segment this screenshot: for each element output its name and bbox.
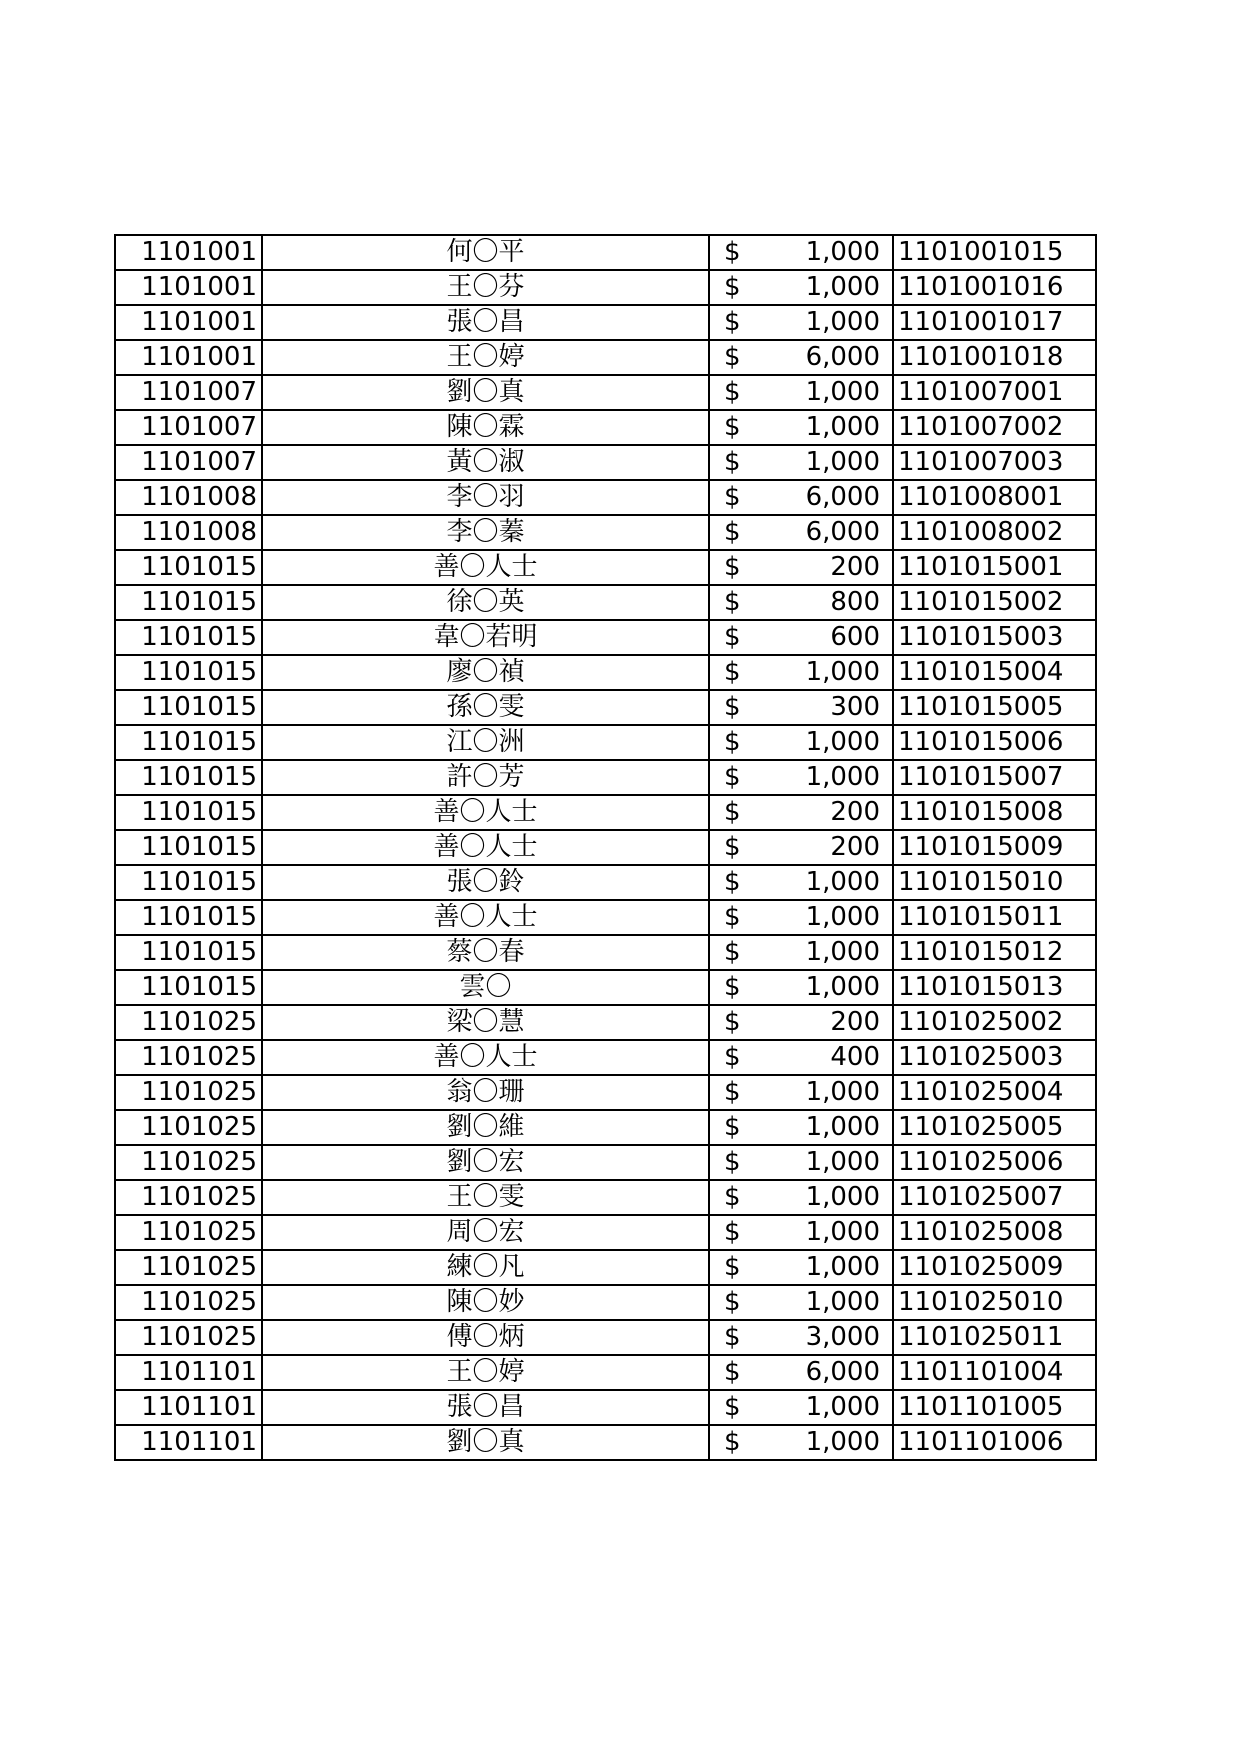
currency-cell: $ xyxy=(709,830,750,865)
amount-cell: 600 xyxy=(750,620,893,655)
date-cell: 1101015 xyxy=(115,865,262,900)
receipt-number-cell: 1101025006 xyxy=(893,1145,1096,1180)
table-row xyxy=(115,235,1096,270)
receipt-number-cell: 1101025002 xyxy=(893,1005,1096,1040)
amount-cell: 1,000 xyxy=(750,1180,893,1215)
date-cell: 1101101 xyxy=(115,1390,262,1425)
receipt-number-cell: 1101101006 xyxy=(893,1425,1096,1460)
table-row xyxy=(115,410,1096,445)
date-cell: 1101015 xyxy=(115,550,262,585)
name-cell: 練〇凡 xyxy=(262,1250,709,1285)
date-cell: 1101015 xyxy=(115,830,262,865)
currency-cell: $ xyxy=(709,1145,750,1180)
receipt-number-cell: 1101015012 xyxy=(893,935,1096,970)
name-cell: 劉〇真 xyxy=(262,375,709,410)
date-cell: 1101015 xyxy=(115,760,262,795)
currency-cell: $ xyxy=(709,1215,750,1250)
amount-cell: 800 xyxy=(750,585,893,620)
date-cell: 1101015 xyxy=(115,690,262,725)
table-row xyxy=(115,830,1096,865)
currency-cell: $ xyxy=(709,515,750,550)
receipt-number-cell: 1101015009 xyxy=(893,830,1096,865)
date-cell: 1101015 xyxy=(115,900,262,935)
currency-cell: $ xyxy=(709,1285,750,1320)
currency-cell: $ xyxy=(709,340,750,375)
receipt-number-cell: 1101007001 xyxy=(893,375,1096,410)
name-cell: 李〇羽 xyxy=(262,480,709,515)
table-row xyxy=(115,1390,1096,1425)
receipt-number-cell: 1101015010 xyxy=(893,865,1096,900)
amount-cell: 1,000 xyxy=(750,900,893,935)
table-row xyxy=(115,1040,1096,1075)
amount-cell: 1,000 xyxy=(750,1425,893,1460)
table-row xyxy=(115,445,1096,480)
table-row xyxy=(115,1215,1096,1250)
name-cell: 王〇芬 xyxy=(262,270,709,305)
table-row xyxy=(115,1180,1096,1215)
currency-cell: $ xyxy=(709,480,750,515)
table-row xyxy=(115,620,1096,655)
date-cell: 1101008 xyxy=(115,480,262,515)
table-row xyxy=(115,865,1096,900)
currency-cell: $ xyxy=(709,1390,750,1425)
date-cell: 1101007 xyxy=(115,445,262,480)
currency-cell: $ xyxy=(709,1180,750,1215)
date-cell: 1101001 xyxy=(115,270,262,305)
amount-cell: 1,000 xyxy=(750,1145,893,1180)
receipt-number-cell: 1101101005 xyxy=(893,1390,1096,1425)
currency-cell: $ xyxy=(709,1425,750,1460)
receipt-number-cell: 1101008002 xyxy=(893,515,1096,550)
table-row xyxy=(115,270,1096,305)
amount-cell: 6,000 xyxy=(750,340,893,375)
currency-cell: $ xyxy=(709,270,750,305)
table-row xyxy=(115,1145,1096,1180)
amount-cell: 6,000 xyxy=(750,1355,893,1390)
donation-ledger-table xyxy=(114,234,1097,1461)
date-cell: 1101025 xyxy=(115,1110,262,1145)
date-cell: 1101008 xyxy=(115,515,262,550)
table-row xyxy=(115,585,1096,620)
name-cell: 王〇婷 xyxy=(262,340,709,375)
name-cell: 徐〇英 xyxy=(262,585,709,620)
amount-cell: 6,000 xyxy=(750,480,893,515)
table-row xyxy=(115,795,1096,830)
name-cell: 周〇宏 xyxy=(262,1215,709,1250)
date-cell: 1101025 xyxy=(115,1180,262,1215)
table-row xyxy=(115,1425,1096,1460)
currency-cell: $ xyxy=(709,1075,750,1110)
date-cell: 1101015 xyxy=(115,725,262,760)
date-cell: 1101025 xyxy=(115,1005,262,1040)
date-cell: 1101001 xyxy=(115,340,262,375)
receipt-number-cell: 1101001018 xyxy=(893,340,1096,375)
date-cell: 1101101 xyxy=(115,1425,262,1460)
name-cell: 王〇婷 xyxy=(262,1355,709,1390)
name-cell: 善〇人士 xyxy=(262,830,709,865)
amount-cell: 1,000 xyxy=(750,270,893,305)
name-cell: 李〇蓁 xyxy=(262,515,709,550)
receipt-number-cell: 1101008001 xyxy=(893,480,1096,515)
amount-cell: 1,000 xyxy=(750,375,893,410)
date-cell: 1101025 xyxy=(115,1250,262,1285)
amount-cell: 1,000 xyxy=(750,1390,893,1425)
table-row xyxy=(115,935,1096,970)
receipt-number-cell: 1101015003 xyxy=(893,620,1096,655)
currency-cell: $ xyxy=(709,550,750,585)
amount-cell: 200 xyxy=(750,830,893,865)
receipt-number-cell: 1101015004 xyxy=(893,655,1096,690)
currency-cell: $ xyxy=(709,410,750,445)
date-cell: 1101015 xyxy=(115,795,262,830)
name-cell: 劉〇宏 xyxy=(262,1145,709,1180)
amount-cell: 1,000 xyxy=(750,935,893,970)
table-row xyxy=(115,1250,1096,1285)
date-cell: 1101015 xyxy=(115,620,262,655)
name-cell: 善〇人士 xyxy=(262,1040,709,1075)
table-row xyxy=(115,690,1096,725)
receipt-number-cell: 1101007002 xyxy=(893,410,1096,445)
table-row xyxy=(115,340,1096,375)
receipt-number-cell: 1101025009 xyxy=(893,1250,1096,1285)
receipt-number-cell: 1101015001 xyxy=(893,550,1096,585)
date-cell: 1101001 xyxy=(115,235,262,270)
name-cell: 廖〇禎 xyxy=(262,655,709,690)
currency-cell: $ xyxy=(709,1355,750,1390)
amount-cell: 1,000 xyxy=(750,1250,893,1285)
currency-cell: $ xyxy=(709,690,750,725)
currency-cell: $ xyxy=(709,1005,750,1040)
currency-cell: $ xyxy=(709,235,750,270)
amount-cell: 200 xyxy=(750,1005,893,1040)
receipt-number-cell: 1101025007 xyxy=(893,1180,1096,1215)
name-cell: 黃〇淑 xyxy=(262,445,709,480)
name-cell: 江〇洲 xyxy=(262,725,709,760)
date-cell: 1101101 xyxy=(115,1355,262,1390)
receipt-number-cell: 1101015005 xyxy=(893,690,1096,725)
name-cell: 蔡〇春 xyxy=(262,935,709,970)
table-row xyxy=(115,725,1096,760)
name-cell: 張〇昌 xyxy=(262,305,709,340)
table-row xyxy=(115,760,1096,795)
currency-cell: $ xyxy=(709,935,750,970)
ledger-body xyxy=(115,235,1096,1460)
table-row xyxy=(115,1075,1096,1110)
date-cell: 1101007 xyxy=(115,375,262,410)
amount-cell: 1,000 xyxy=(750,970,893,1005)
table-row xyxy=(115,900,1096,935)
date-cell: 1101015 xyxy=(115,585,262,620)
receipt-number-cell: 1101001015 xyxy=(893,235,1096,270)
table-row xyxy=(115,480,1096,515)
name-cell: 翁〇珊 xyxy=(262,1075,709,1110)
name-cell: 王〇雯 xyxy=(262,1180,709,1215)
receipt-number-cell: 1101015002 xyxy=(893,585,1096,620)
amount-cell: 3,000 xyxy=(750,1320,893,1355)
receipt-number-cell: 1101025004 xyxy=(893,1075,1096,1110)
date-cell: 1101025 xyxy=(115,1320,262,1355)
table-row xyxy=(115,375,1096,410)
amount-cell: 200 xyxy=(750,795,893,830)
receipt-number-cell: 1101015006 xyxy=(893,725,1096,760)
table-row xyxy=(115,1005,1096,1040)
currency-cell: $ xyxy=(709,445,750,480)
receipt-number-cell: 1101025011 xyxy=(893,1320,1096,1355)
currency-cell: $ xyxy=(709,795,750,830)
date-cell: 1101025 xyxy=(115,1145,262,1180)
name-cell: 劉〇真 xyxy=(262,1425,709,1460)
name-cell: 善〇人士 xyxy=(262,795,709,830)
name-cell: 張〇昌 xyxy=(262,1390,709,1425)
table-row xyxy=(115,655,1096,690)
amount-cell: 1,000 xyxy=(750,655,893,690)
currency-cell: $ xyxy=(709,970,750,1005)
date-cell: 1101007 xyxy=(115,410,262,445)
currency-cell: $ xyxy=(709,1250,750,1285)
amount-cell: 1,000 xyxy=(750,1110,893,1145)
receipt-number-cell: 1101001016 xyxy=(893,270,1096,305)
date-cell: 1101025 xyxy=(115,1285,262,1320)
table-row xyxy=(115,970,1096,1005)
name-cell: 張〇鈴 xyxy=(262,865,709,900)
amount-cell: 200 xyxy=(750,550,893,585)
currency-cell: $ xyxy=(709,760,750,795)
receipt-number-cell: 1101007003 xyxy=(893,445,1096,480)
amount-cell: 1,000 xyxy=(750,1285,893,1320)
receipt-number-cell: 1101025005 xyxy=(893,1110,1096,1145)
name-cell: 劉〇維 xyxy=(262,1110,709,1145)
name-cell: 陳〇妙 xyxy=(262,1285,709,1320)
name-cell: 陳〇霖 xyxy=(262,410,709,445)
table-row xyxy=(115,1355,1096,1390)
amount-cell: 400 xyxy=(750,1040,893,1075)
amount-cell: 1,000 xyxy=(750,1075,893,1110)
date-cell: 1101025 xyxy=(115,1075,262,1110)
receipt-number-cell: 1101015008 xyxy=(893,795,1096,830)
table-row xyxy=(115,305,1096,340)
amount-cell: 1,000 xyxy=(750,865,893,900)
name-cell: 孫〇雯 xyxy=(262,690,709,725)
currency-cell: $ xyxy=(709,305,750,340)
amount-cell: 1,000 xyxy=(750,410,893,445)
name-cell: 善〇人士 xyxy=(262,900,709,935)
currency-cell: $ xyxy=(709,865,750,900)
amount-cell: 1,000 xyxy=(750,305,893,340)
name-cell: 善〇人士 xyxy=(262,550,709,585)
name-cell: 何〇平 xyxy=(262,235,709,270)
receipt-number-cell: 1101025010 xyxy=(893,1285,1096,1320)
currency-cell: $ xyxy=(709,620,750,655)
currency-cell: $ xyxy=(709,1040,750,1075)
table-row xyxy=(115,515,1096,550)
currency-cell: $ xyxy=(709,585,750,620)
date-cell: 1101015 xyxy=(115,655,262,690)
currency-cell: $ xyxy=(709,725,750,760)
currency-cell: $ xyxy=(709,1110,750,1145)
date-cell: 1101015 xyxy=(115,935,262,970)
currency-cell: $ xyxy=(709,1320,750,1355)
receipt-number-cell: 1101015007 xyxy=(893,760,1096,795)
date-cell: 1101015 xyxy=(115,970,262,1005)
receipt-number-cell: 1101025003 xyxy=(893,1040,1096,1075)
table-row xyxy=(115,1285,1096,1320)
currency-cell: $ xyxy=(709,900,750,935)
table-row xyxy=(115,1320,1096,1355)
currency-cell: $ xyxy=(709,655,750,690)
name-cell: 許〇芳 xyxy=(262,760,709,795)
receipt-number-cell: 1101001017 xyxy=(893,305,1096,340)
amount-cell: 1,000 xyxy=(750,760,893,795)
currency-cell: $ xyxy=(709,375,750,410)
amount-cell: 300 xyxy=(750,690,893,725)
date-cell: 1101025 xyxy=(115,1215,262,1250)
amount-cell: 1,000 xyxy=(750,235,893,270)
receipt-number-cell: 1101015013 xyxy=(893,970,1096,1005)
amount-cell: 1,000 xyxy=(750,445,893,480)
receipt-number-cell: 1101015011 xyxy=(893,900,1096,935)
amount-cell: 1,000 xyxy=(750,1215,893,1250)
receipt-number-cell: 1101025008 xyxy=(893,1215,1096,1250)
table-row xyxy=(115,1110,1096,1145)
name-cell: 傅〇炳 xyxy=(262,1320,709,1355)
receipt-number-cell: 1101101004 xyxy=(893,1355,1096,1390)
amount-cell: 6,000 xyxy=(750,515,893,550)
name-cell: 梁〇慧 xyxy=(262,1005,709,1040)
date-cell: 1101001 xyxy=(115,305,262,340)
table-row xyxy=(115,550,1096,585)
date-cell: 1101025 xyxy=(115,1040,262,1075)
name-cell: 韋〇若明 xyxy=(262,620,709,655)
name-cell: 雲〇 xyxy=(262,970,709,1005)
amount-cell: 1,000 xyxy=(750,725,893,760)
